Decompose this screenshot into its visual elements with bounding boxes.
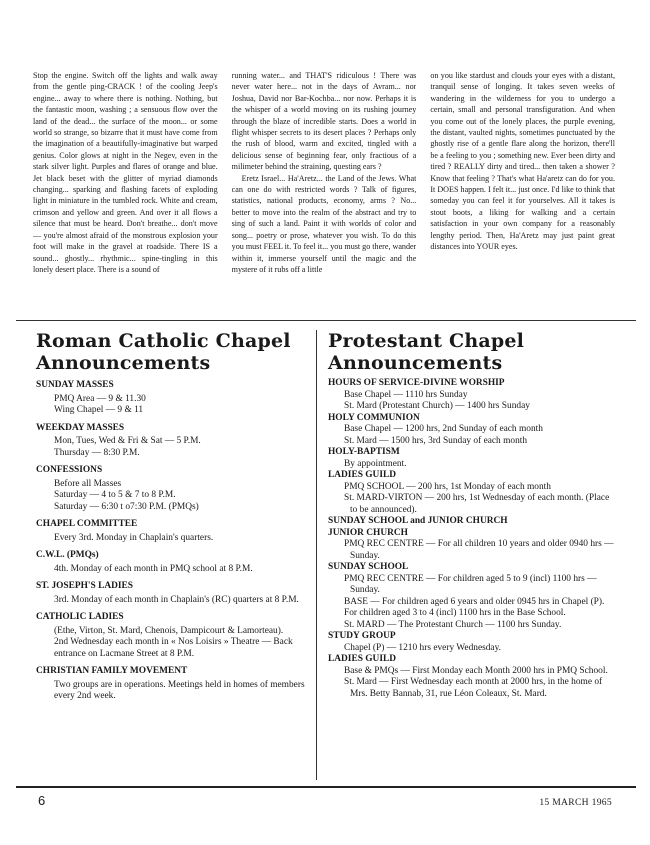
section-line: Base Chapel — 1200 hrs, 2nd Sunday of each month — [344, 424, 543, 434]
section-line: Base & PMQs — First Monday each Month 2000 hrs in PMQ School. — [344, 665, 608, 676]
section-heading: LADIES GUILD — [328, 470, 396, 480]
column-divider — [316, 330, 317, 780]
article-column-2 — [232, 70, 417, 275]
section-line: St. MARD — The Protestant Church — 1100 hrs Sunday. — [344, 619, 562, 630]
section-heading: SUNDAY MASSES — [36, 380, 114, 390]
section-line: BASE — For children aged 6 years and older 0945 hrs in Chapel (P). — [344, 596, 605, 607]
section-heading: C.W.L. (PMQs) — [36, 550, 99, 560]
section-heading: ST. JOSEPH'S LADIES — [36, 581, 133, 591]
section-line: PMQ SCHOOL — 200 hrs, 1st Monday of each month — [344, 481, 551, 492]
pc-section-list — [328, 378, 618, 700]
section-line: St. Mard (Protestant Church) — 1400 hrs Sunday — [344, 401, 530, 411]
section-heading: HOLY COMMUNION — [328, 412, 420, 423]
section-line: Wing Chapel — 9 & 11 — [54, 405, 144, 415]
section-line: Mon, Tues, Wed & Fri & Sat — 5 P.M. — [54, 436, 201, 446]
section-divider — [16, 320, 636, 321]
section-line: PMQ REC CENTRE — For children aged 5 to 9 (incl) 1100 hrs — Sunday. — [344, 573, 597, 595]
section-heading: LADIES GUILD — [328, 654, 396, 664]
section-line: PMQ REC CENTRE — For all children 10 years and older 0940 hrs — Sunday. — [344, 539, 614, 561]
pc-title-line2: Announcements — [328, 352, 503, 374]
article-paragraph: Stop the engine. Switch off the lights and walk away from the gentle ping-CRACK ! of the cooling Jeep's engine... away to where there is nothing. Nothing, but the fantastic moon, washing ; a sensuous flow over the land of the dead... the surface of the moon... or some world so strange, so bizarre that it must have come from the imagination of a beautifully-imaginative but warped genius. Color glows at night in the Negev, even in the stark silver light. Purples and flares of orange and blue. Jet black beset with the glitter of myriad diamonds changing... sparking and flashing facets of exploding light in miniature in the tumbled rock. White and cream, crimson and yellow and green. And over it all flows a silence that must be heard. Don't breathe... don't move — you're almost afraid of the monstrous explosion your foot will make in the gravel at roadside. There IS a sound... ghostly... rhythmic... spine-tingling in this lonely desert place. There is a sound of — [33, 71, 218, 274]
article-body — [33, 70, 615, 275]
section-line: PMQ Area — 9 & 11.30 — [54, 393, 146, 404]
section-heading: STUDY GROUP — [328, 631, 396, 641]
section-heading: SUNDAY SCHOOL — [328, 562, 409, 572]
protestant-announcements — [328, 330, 618, 700]
rc-announcements — [36, 330, 308, 703]
section-line: 3rd. Monday of each month in Chaplain's (RC) quarters at 8 P.M. — [54, 594, 299, 605]
article-column-1 — [33, 70, 218, 275]
section-line: For children aged 3 to 4 (incl) 1100 hrs in the Base School. — [344, 608, 566, 618]
section-heading: CATHOLIC LADIES — [36, 612, 124, 622]
section-heading: JUNIOR CHURCH — [328, 527, 408, 538]
section-heading: SUNDAY SCHOOL and JUNIOR CHURCH — [328, 516, 508, 526]
pc-title — [328, 330, 618, 374]
article-paragraph: running water... and THAT'S ridiculous ! There was never water here... not in the days of Avram... nor Joshua, David nor Bar-Kochba... nor now. Perhaps it is the whisper of a world moving on its rushing journey through the blaze of incredible starts. Does a world in flight whisper secrets to its desert places ? Perhaps only the rush of blood, warm and excited, tingled with a delicious sense of beginning fear, only fractious of a milimeter behind the straining, questing ears ? — [231, 71, 417, 172]
section-line: Base Chapel — 1110 hrs Sunday — [344, 389, 468, 400]
section-line: By appointment. — [344, 458, 407, 469]
section-line: Two groups are in operations. Meetings held in homes of members every 2nd week. — [54, 679, 305, 701]
section-heading: HOURS OF SERVICE-DIVINE WORSHIP — [328, 378, 505, 388]
section-line: Every 3rd. Monday in Chaplain's quarters. — [54, 532, 214, 543]
section-line: Thursday — 8:30 P.M. — [54, 447, 140, 458]
rc-section-list — [36, 380, 308, 703]
section-line: St. Mard — 1500 hrs, 3rd Sunday of each month — [344, 435, 528, 446]
section-heading: CHRISTIAN FAMILY MOVEMENT — [36, 666, 188, 676]
section-heading: HOLY-BAPTISM — [328, 447, 400, 457]
article-paragraph: Eretz Israel... Ha'Aretz... the Land of the Jews. What can one do with restricted words ? Talk of figures, statistics, national products, economy, arms ? No... better to move into the realm of the abstract and try to sing of such a land. Paint it with worlds of color and song... poetry or prose, whatever you wish. To do this you must FEEL it. To feel it... you must go there, wander within it, immerse yourself until the magic and the mystere of it rubs off a little — [231, 173, 417, 274]
page-number: 6 — [38, 793, 46, 808]
section-line: Saturday — 4 to 5 & 7 to 8 P.M. — [54, 490, 176, 500]
article-column-3 — [430, 70, 615, 275]
section-line: Before all Masses — [54, 478, 122, 489]
section-line: St. Mard — First Wednesday each month at 2000 hrs, in the home of Mrs. Betty Bannab, 31, rue Léon Coleaux, St. Mard. — [344, 677, 603, 699]
rc-title-line1: Roman Catholic Chapel — [36, 330, 291, 352]
rc-title-line2: Announcements — [36, 352, 211, 374]
section-heading: CHAPEL COMMITTEE — [36, 519, 138, 529]
section-line: 2nd Wednesday each month in « Nos Loisirs » Theatre — Back entrance on Lacmane Street at 8 P.M. — [54, 637, 293, 659]
pc-title-line1: Protestant Chapel — [328, 330, 525, 352]
section-line: (Ethe, Virton, St. Mard, Chenois, Dampicourt & Lamorteau). — [54, 625, 284, 636]
section-line: 4th. Monday of each month in PMQ school at 8 P.M. — [54, 563, 253, 574]
section-line: St. MARD-VIRTON — 200 hrs, 1st Wednesday of each month. (Place to be announced). — [344, 493, 610, 515]
rc-title — [36, 330, 308, 374]
section-heading: WEEKDAY MASSES — [36, 422, 125, 433]
footer-rule — [16, 786, 636, 788]
article-paragraph: on you like stardust and clouds your eyes with a distant, tranquil sense of longing. It takes seven weeks of wandering in the wilderness for you to undergo a certain, small and personal transfiguration. And when you come out of the lonely places, the purple evening, the distant, vaulted nights, sometimes punctuated by the ghostly rise of a gentle flare along the horizon, there'll be a feeling to you ; something new. Ever been dirty and tired ? REALLY dirty and tired... then taken a shower ? Know that feeling ? That's what Ha'aretz can do for you. It DOES happen. I felt it... just once. I'd like to think that someday you can feel it for yourselves. All it takes is stout boots, a liking for walking and a certain satisfaction in your own company for a reasonably lengthy period. Then, Ha'Aretz may just paint great distances into YOUR eyes. — [430, 71, 615, 252]
section-line: Chapel (P) — 1210 hrs every Wednesday. — [344, 642, 502, 653]
section-heading: CONFESSIONS — [36, 465, 103, 475]
section-line: Saturday — 6:30 t o7:30 P.M. (PMQs) — [54, 501, 199, 512]
issue-date: 15 MARCH 1965 — [539, 797, 612, 808]
